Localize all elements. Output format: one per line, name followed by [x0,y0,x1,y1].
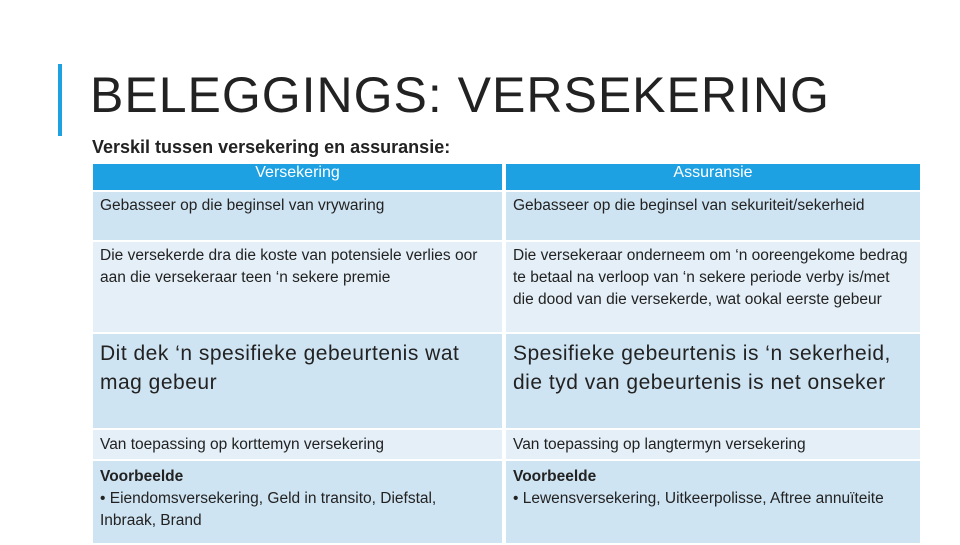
header-versekering: Versekering [93,164,504,191]
cell-assuransie: Gebasseer op die beginsel van sekuriteit/sekerheid [504,191,920,241]
comparison-table [93,164,920,545]
cell-versekering: Die versekerde dra die koste van potensiele verlies oor aan die versekeraar teen ‘n sekere premie [93,241,504,333]
table-row [93,429,920,460]
table-row-examples [93,460,920,544]
table-header-row [93,164,920,191]
table-row [93,241,920,333]
cell-versekering: Dit dek ‘n spesifieke gebeurtenis wat mag gebeur [93,333,504,429]
cell-assuransie: Die versekeraar onderneem om ‘n ooreengekome bedrag te betaal na verloop van ‘n sekere periode verby is/met die dood van die versekerde, wat ookal eerste gebeur [504,241,920,333]
examples-list: • Lewensversekering, Uitkeerpolisse, Aftree annuïteite [513,490,884,507]
cell-examples-assuransie [504,460,920,544]
cell-examples-versekering [93,460,504,544]
cell-versekering: Van toepassing op korttemyn versekering [93,429,504,460]
table-row [93,333,920,429]
slide-title: BELEGGINGS: VERSEKERING [90,67,830,123]
cell-assuransie: Spesifieke gebeurtenis is ‘n sekerheid, die tyd van gebeurtenis is net onseker [504,333,920,429]
examples-heading: Voorbeelde [513,468,597,485]
title-accent-bar [58,64,62,136]
header-assuransie: Assuransie [504,164,920,191]
cell-versekering: Gebasseer op die beginsel van vrywaring [93,191,504,241]
examples-list: • Eiendomsversekering, Geld in transito, Diefstal, Inbraak, Brand [100,490,437,529]
table-row [93,191,920,241]
slide-subtitle: Verskil tussen versekering en assuransie: [92,137,451,157]
examples-heading: Voorbeelde [100,468,184,485]
cell-assuransie: Van toepassing op langtermyn versekering [504,429,920,460]
